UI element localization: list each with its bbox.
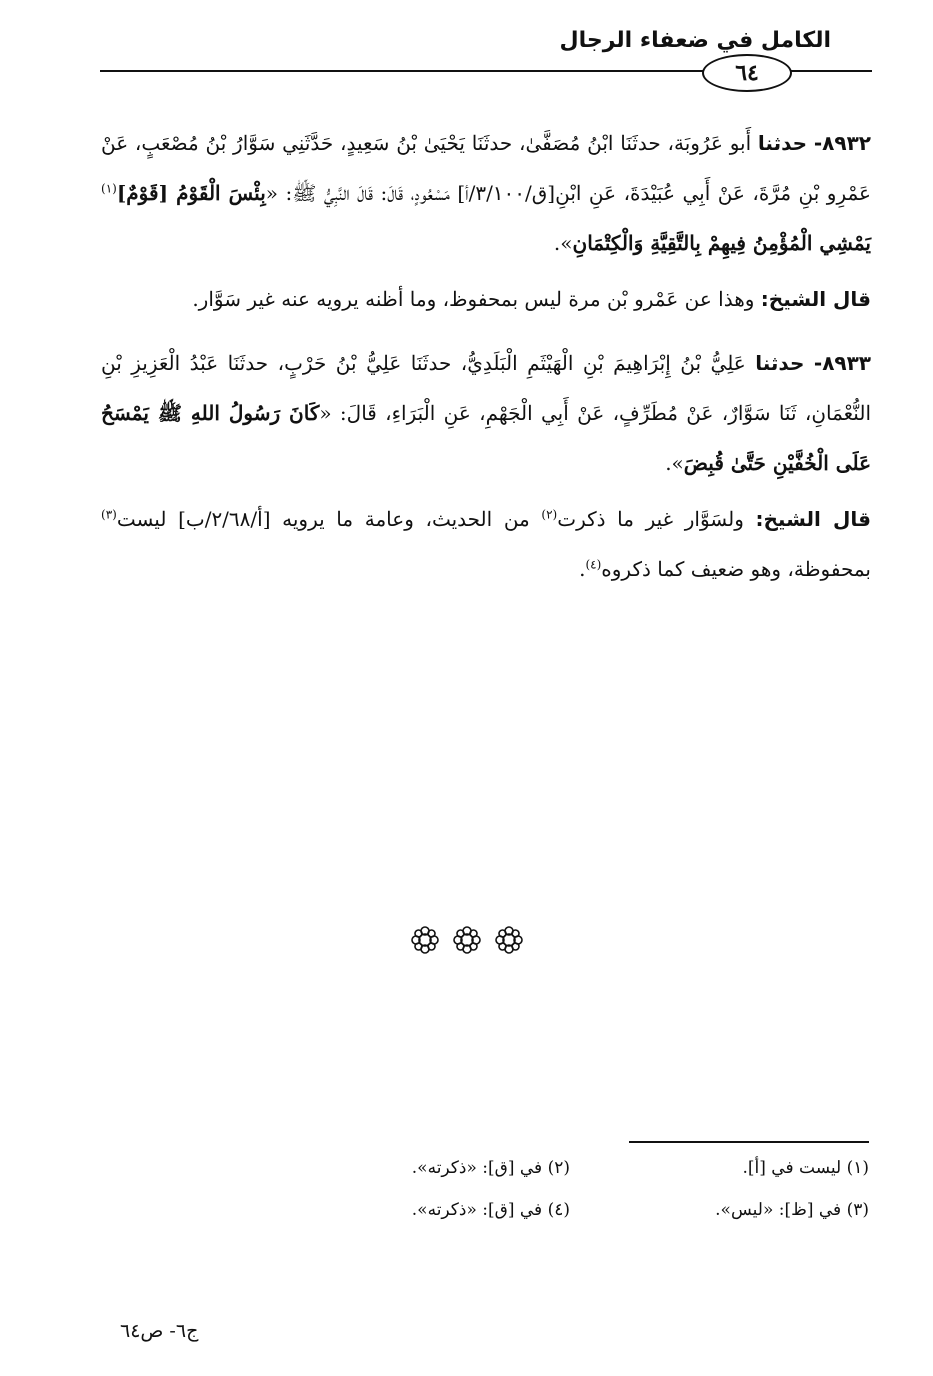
matn-quote: بِئْسَ الْقَوْمُ [قَوْمٌ] <box>116 181 266 205</box>
footnotes <box>294 1158 869 1242</box>
footnote-2 <box>294 1158 570 1200</box>
shaykh-comment-8933 <box>101 494 871 594</box>
isnad-text: عَلِيُّ بْنُ إِبْرَاهِيمَ بْنِ الْهَيْثَمِ الْبَلَدِيُّ، حدثَنَا عَلِيُّ بْنُ حَرْبٍ، حدثَنَا عَبْدُ الْعَزِيزِ بْنِ النُّعْمَانِ، ثَنَا سَوَّارٌ، عَنْ مُطَرِّفٍ، عَنْ أَبِي الْجَهْمِ، عَنِ الْبَرَاءِ، قَالَ: « <box>101 351 871 425</box>
footnote-mark: (٢) <box>547 1158 570 1178</box>
footnote-ref[interactable]: (٢) <box>541 507 558 522</box>
footnote-text: ليست في [أ]. <box>742 1158 842 1178</box>
floral-ornament-icon <box>493 924 525 956</box>
volume-page-ref: ج٦- ص٦٤ <box>120 1320 199 1342</box>
shaykh-text-cont: بمحفوظة، وهو ضعيف كما ذكروه <box>601 557 871 581</box>
hadith-8932 <box>101 118 871 268</box>
shaykh-text-cont: من الحديث، وعامة ما يرويه [أ/٢/٦٨/ب] ليست <box>116 507 542 531</box>
footnote-ref[interactable]: (١) <box>101 181 117 196</box>
shaykh-comment-8932 <box>101 274 871 324</box>
shaykh-end: . <box>579 557 586 581</box>
main-text <box>101 118 871 600</box>
shaykh-label: قال الشيخ: <box>755 507 871 531</box>
hadith-lead: حدثنا <box>755 351 805 375</box>
isnad-text: أَبو عَرُوبَة، حدثَنَا ابْنُ مُصَفَّىٰ، حدثَنَا يَحْيَىٰ بْنُ سَعِيدٍ، حَدَّثَنِي سَوَّارُ بْنُ مُصْعَبٍ، عَنْ عَمْرِو بْنِ مُرَّةَ، عَنْ أَبِي عُبَيْدَةَ، عَنِ ابْنِ[ق/٣/١٠٠/أ] مَسْعُودٍ، قَالَ: قَالَ النَّبِيُّ ﷺ: « <box>101 131 871 205</box>
hadith-lead: حدثنا <box>757 131 808 155</box>
footnote-mark: (٣) <box>846 1200 869 1220</box>
shaykh-text: ولسَوَّار غير ما ذكرت <box>557 507 756 531</box>
hadith-8933 <box>101 338 871 488</box>
shaykh-text: وهذا عن عَمْرو بْن مرة ليس بمحفوظ، وما أظنه يرويه عنه غير سَوَّار. <box>192 287 761 311</box>
matn-quote: كَانَ رَسُولُ اللهِ ﷺ يَمْسَحُ عَلَى الْخُفَّيْنِ حَتَّىٰ قُبِضَ <box>101 401 871 475</box>
quote-end: ». <box>665 451 684 475</box>
footnote-rule <box>629 1141 869 1143</box>
footnote-mark: (١) <box>846 1158 869 1178</box>
footnote-text: في [ق]: «ذكرته». <box>411 1200 543 1220</box>
shaykh-label: قال الشيخ: <box>760 287 871 311</box>
matn-quote-cont: يَمْشِي الْمُؤْمِنُ فِيهِمْ بِالتَّقِيَّةِ وَالْكِتْمَانِ <box>572 231 871 255</box>
footnote-1 <box>593 1158 869 1200</box>
hadith-number: ٨٩٣٣- <box>813 351 872 375</box>
page-number: ٦٤ <box>702 54 792 92</box>
footnote-mark: (٤) <box>547 1200 570 1220</box>
floral-ornament-icon <box>451 924 483 956</box>
footnote-4 <box>294 1200 570 1242</box>
footnote-ref[interactable]: (٤) <box>585 557 602 572</box>
footnote-ref[interactable]: (٣) <box>101 507 117 522</box>
quote-end: ». <box>553 231 573 255</box>
running-title: الكامل في ضعفاء الرجال <box>559 28 831 53</box>
hadith-number: ٨٩٣٢- <box>813 131 871 155</box>
floral-ornament-icon <box>409 924 441 956</box>
section-ornament <box>0 924 933 956</box>
footnote-3 <box>593 1200 869 1242</box>
footnote-text: في [ق]: «ذكرته». <box>411 1158 543 1178</box>
footnote-text: في [ظ]: «ليس». <box>715 1200 842 1220</box>
